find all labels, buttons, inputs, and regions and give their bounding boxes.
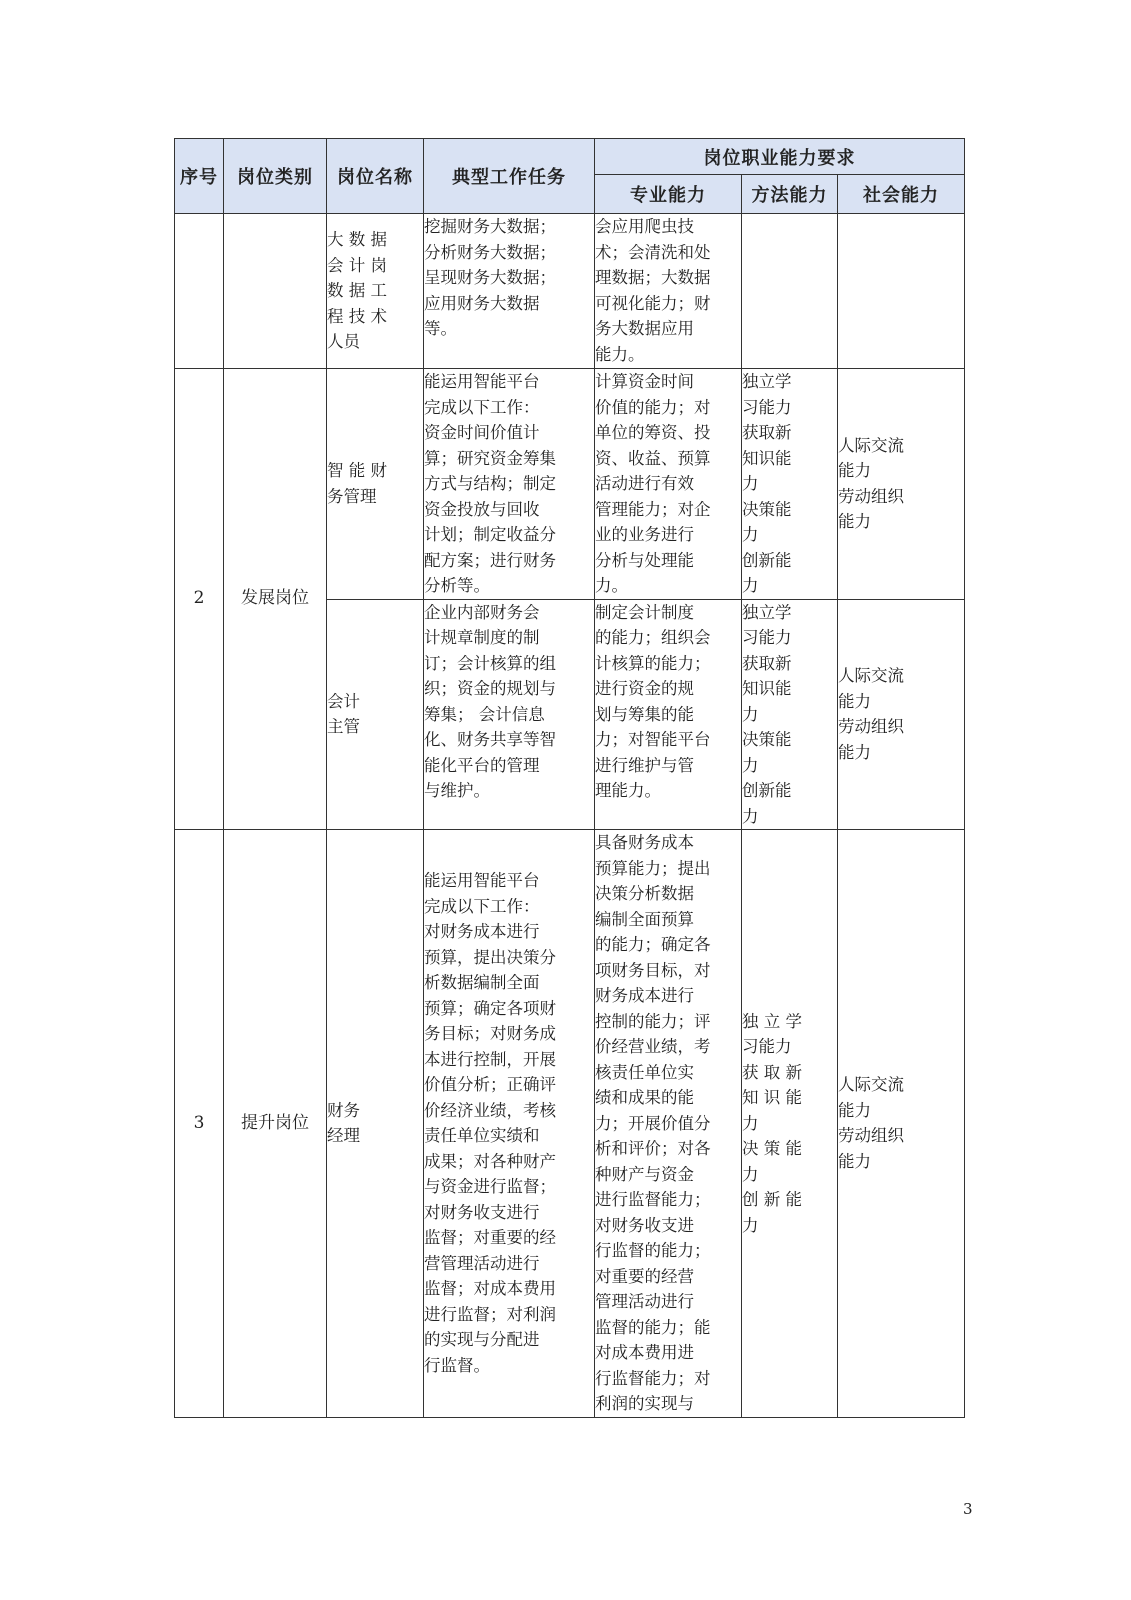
row-tasks: 能运用智能平台 完成以下工作： 资金时间价值计 算；研究资金筹集 方式与结构；制定 资金投放与回收 计划；制定收益分 配方案；进行财务 分析等。 <box>424 369 595 600</box>
row-social: 人际交流 能力 劳动组织 能力 <box>838 830 965 1418</box>
row-professional: 具备财务成本 预算能力；提出 决策分析数据 编制全面预算 的能力；确定各 项财务目标，对 财务成本进行 控制的能力；评 价经营业绩，考 核责任单位实 绩和成果的能 力；开展价值分 析和评价；对各 种财产与资金 进行监督能力； 对财务收支进 行监督的能力； 对重要的经营 管理活动进行 监督的能力；能 对成本费用进 行监督能力；对 利润的实现与 <box>595 830 742 1418</box>
row-social: 人际交流 能力 劳动组织 能力 <box>838 369 965 600</box>
row-category: 提升岗位 <box>224 830 327 1418</box>
row-professional: 会应用爬虫技 术；会清洗和处 理数据；大数据 可视化能力；财 务大数据应用 能力。 <box>595 214 742 369</box>
row-title: 财务 经理 <box>327 830 424 1418</box>
row-social <box>838 214 965 369</box>
header-social: 社会能力 <box>838 175 965 214</box>
row-professional: 制定会计制度 的能力；组织会 计核算的能力； 进行资金的规 划与筹集的能 力；对智能平台 进行维护与管 理能力。 <box>595 599 742 830</box>
header-tasks: 典型工作任务 <box>424 139 595 214</box>
row-method: 独 立 学 习能力 获 取 新 知 识 能 力 决 策 能 力 创 新 能 力 <box>742 830 838 1418</box>
row-method <box>742 214 838 369</box>
job-requirements-table <box>174 138 965 1418</box>
row-tasks: 企业内部财务会 计规章制度的制 订；会计核算的组 织；资金的规划与 筹集； 会计信息 化、财务共享等智 能化平台的管理 与维护。 <box>424 599 595 830</box>
page-number: 3 <box>963 1500 973 1518</box>
row-professional: 计算资金时间 价值的能力；对 单位的筹资、投 资、收益、预算 活动进行有效 管理能力；对企 业的业务进行 分析与处理能 力。 <box>595 369 742 600</box>
header-professional: 专业能力 <box>595 175 742 214</box>
row-title: 大 数 据 会 计 岗 数 据 工 程 技 术 人员 <box>327 214 424 369</box>
table-row <box>175 830 965 1418</box>
row-index <box>175 214 224 369</box>
row-method: 独立学 习能力 获取新 知识能 力 决策能 力 创新能 力 <box>742 599 838 830</box>
header-title: 岗位名称 <box>327 139 424 214</box>
row-index: 3 <box>175 830 224 1418</box>
row-method: 独立学 习能力 获取新 知识能 力 决策能 力 创新能 力 <box>742 369 838 600</box>
row-tasks: 挖掘财务大数据； 分析财务大数据； 呈现财务大数据； 应用财务大数据 等。 <box>424 214 595 369</box>
header-category: 岗位类别 <box>224 139 327 214</box>
row-tasks: 能运用智能平台 完成以下工作： 对财务成本进行 预算，提出决策分 析数据编制全面 预算；确定各项财 务目标；对财务成 本进行控制，开展 价值分析；正确评 价经济业绩，考核 责任单位实绩和 成果；对各种财产 与资金进行监督； 对财务收支进行 监督；对重要的经 营管理活动进行 监督；对成本费用 进行监督；对利润 的实现与分配进 行监督。 <box>424 830 595 1418</box>
header-method: 方法能力 <box>742 175 838 214</box>
header-index: 序号 <box>175 139 224 214</box>
row-title: 智 能 财 务管理 <box>327 369 424 600</box>
row-index: 2 <box>175 369 224 830</box>
row-social: 人际交流 能力 劳动组织 能力 <box>838 599 965 830</box>
table-row <box>175 369 965 600</box>
row-category: 发展岗位 <box>224 369 327 830</box>
row-category <box>224 214 327 369</box>
table-row <box>175 214 965 369</box>
row-title: 会计 主管 <box>327 599 424 830</box>
header-requirements: 岗位职业能力要求 <box>595 139 965 175</box>
